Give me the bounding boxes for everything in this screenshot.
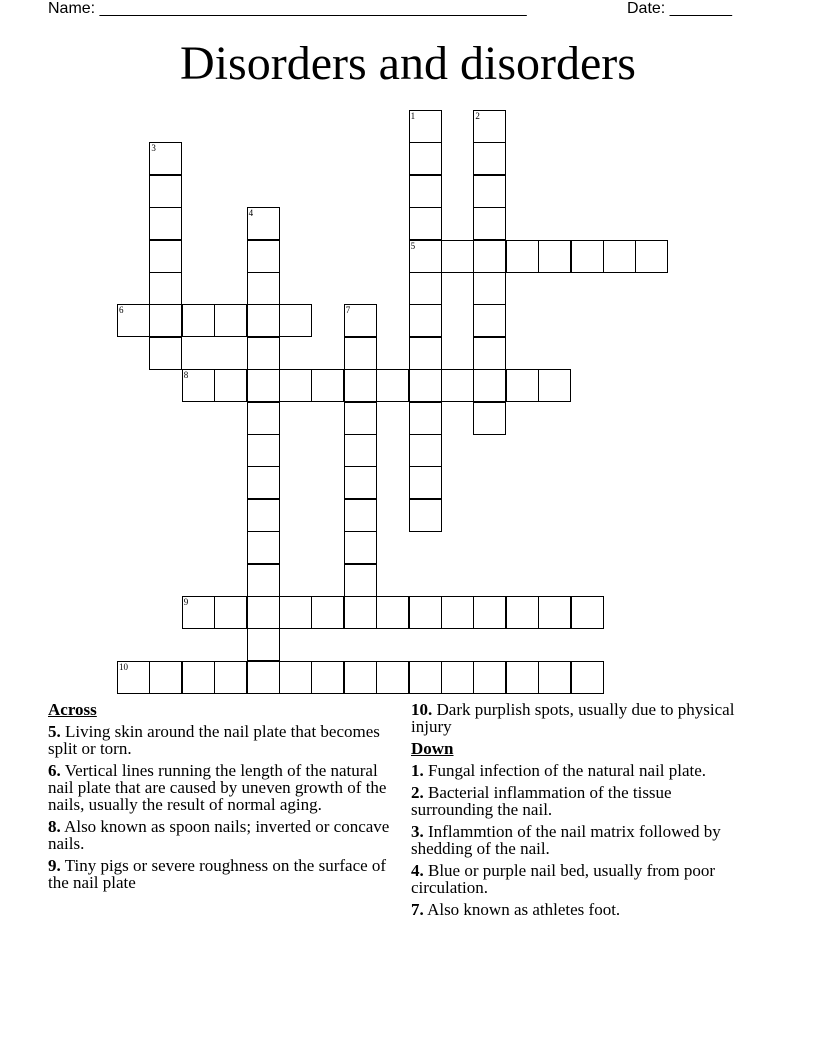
grid-cell[interactable] [376,596,409,629]
grid-cell[interactable] [409,304,442,337]
grid-cell[interactable] [409,402,442,435]
grid-cell[interactable] [117,661,150,694]
grid-cell[interactable] [538,369,571,402]
clue-down-7 [411,901,756,918]
grid-cell[interactable] [473,369,506,402]
across-heading: Across [48,700,97,719]
clue-text: Dark purplish spots, usually due to physical injury [411,700,735,736]
cell-number: 4 [248,208,254,219]
grid-cell[interactable] [344,531,377,564]
clue-number: 7. [411,900,424,919]
grid-cell[interactable] [344,402,377,435]
grid-cell[interactable] [247,564,280,597]
grid-cell[interactable] [441,240,474,273]
grid-cell[interactable] [635,240,668,273]
down-heading: Down [411,739,454,758]
clues-column-right [411,701,756,923]
grid-cell[interactable] [473,272,506,305]
clue-number: 1. [411,761,424,780]
clue-text: Fungal infection of the natural nail plate. [428,761,707,780]
grid-cell[interactable] [538,661,571,694]
clue-number: 6. [48,761,61,780]
grid-cell[interactable] [247,369,280,402]
grid-cell[interactable] [376,369,409,402]
grid-cell[interactable] [409,661,442,694]
clue-down-2 [411,784,756,818]
grid-cell[interactable] [441,369,474,402]
grid-cell[interactable] [247,402,280,435]
grid-cell[interactable] [441,661,474,694]
clue-text: Inflammtion of the nail matrix followed by shedding of the nail. [411,822,721,858]
clue-down-1 [411,762,756,779]
grid-cell[interactable] [409,175,442,208]
grid-cell[interactable] [344,499,377,532]
clue-across-5 [48,723,393,757]
clue-number: 8. [48,817,61,836]
clue-text: Living skin around the nail plate that becomes split or torn. [48,722,380,758]
grid-cell[interactable] [279,304,312,337]
cell-number: 3 [151,143,156,154]
grid-cell[interactable] [409,596,442,629]
clue-number: 4. [411,861,424,880]
grid-cell[interactable] [344,466,377,499]
grid-cell[interactable] [409,142,442,175]
grid-cell[interactable] [473,402,506,435]
grid-cell[interactable] [344,369,377,402]
grid-cell[interactable] [409,110,442,143]
grid-cell[interactable] [247,661,280,694]
grid-cell[interactable] [506,240,539,273]
date-field: Date: _______ [627,0,732,17]
grid-cell[interactable] [473,304,506,337]
grid-cell[interactable] [538,596,571,629]
grid-cell[interactable] [247,434,280,467]
grid-cell[interactable] [311,596,344,629]
grid-cell[interactable] [473,596,506,629]
clue-down-3 [411,823,756,857]
grid-cell[interactable] [376,661,409,694]
grid-cell[interactable] [506,369,539,402]
grid-cell[interactable] [409,272,442,305]
grid-cell[interactable] [149,142,182,175]
clue-across-8 [48,818,393,852]
cell-number: 1 [410,111,416,121]
clue-across-10 [411,701,756,735]
grid-cell[interactable] [538,240,571,273]
grid-cell[interactable] [344,564,377,597]
clue-number: 10. [411,700,433,719]
grid-cell[interactable] [473,240,506,273]
grid-cell[interactable] [409,207,442,240]
clue-number: 9. [48,856,61,875]
grid-cell[interactable] [149,240,182,273]
cell-number: 7 [345,305,351,316]
grid-cell[interactable] [149,337,182,370]
grid-cell[interactable] [117,304,150,337]
grid-cell[interactable] [506,596,539,629]
grid-cell[interactable] [473,142,506,175]
clues-column-left [48,701,393,896]
clue-text: Bacterial inflammation of the tissue surrounding the nail. [411,783,672,819]
grid-cell[interactable] [247,466,280,499]
grid-cell[interactable] [149,304,182,337]
grid-cell[interactable] [247,596,280,629]
grid-cell[interactable] [603,240,636,273]
grid-cell[interactable] [473,337,506,370]
clue-number: 5. [48,722,61,741]
grid-cell[interactable] [409,466,442,499]
grid-cell[interactable] [311,369,344,402]
grid-cell[interactable] [149,272,182,305]
grid-cell[interactable] [247,240,280,273]
clue-text: Vertical lines running the length of the natural nail plate that are caused by uneven growth of the nails, usually the result of normal aging. [48,761,387,814]
grid-cell[interactable] [214,596,247,629]
page-title: Disorders and disorders [180,37,636,90]
grid-cell[interactable] [506,661,539,694]
name-field: Name: ________________________________________________ [48,0,527,17]
grid-cell[interactable] [344,661,377,694]
grid-cell[interactable] [344,337,377,370]
clue-number: 3. [411,822,424,841]
grid-cell[interactable] [473,110,506,143]
grid-cell[interactable] [182,304,215,337]
grid-cell[interactable] [473,661,506,694]
clue-text: Tiny pigs or severe roughness on the surface of the nail plate [48,856,387,892]
grid-cell[interactable] [571,596,604,629]
grid-cell[interactable] [247,628,280,661]
grid-cell[interactable] [279,661,312,694]
grid-cell[interactable] [279,369,312,402]
clue-down-4 [411,862,756,896]
clue-across-6 [48,762,393,813]
grid-cell[interactable] [344,304,377,337]
grid-cell[interactable] [149,175,182,208]
clue-across-9 [48,857,393,891]
grid-cell[interactable] [149,661,182,694]
grid-cell[interactable] [279,596,312,629]
grid-cell[interactable] [149,207,182,240]
grid-cell[interactable] [344,596,377,629]
grid-cell[interactable] [247,272,280,305]
grid-cell[interactable] [409,434,442,467]
grid-cell[interactable] [247,337,280,370]
grid-cell[interactable] [214,369,247,402]
grid-cell[interactable] [571,240,604,273]
cell-number: 8 [183,370,189,381]
clue-number: 2. [411,783,424,802]
cell-number: 6 [119,305,124,316]
clue-text: Blue or purple nail bed, usually from poor circulation. [411,861,716,897]
clue-text: Also known as spoon nails; inverted or concave nails. [48,817,390,853]
grid-cell[interactable] [311,661,344,694]
grid-cell[interactable] [182,369,215,402]
cell-number: 9 [183,597,189,607]
grid-cell[interactable] [247,304,280,337]
grid-cell[interactable] [214,304,247,337]
grid-cell[interactable] [182,661,215,694]
grid-cell[interactable] [409,240,442,273]
grid-cell[interactable] [247,499,280,532]
grid-cell[interactable] [409,369,442,402]
cell-number: 10 [119,661,128,672]
grid-cell[interactable] [473,175,506,208]
grid-cell[interactable] [247,531,280,564]
cell-number: 5 [410,240,416,251]
grid-cell[interactable] [409,337,442,370]
grid-cell[interactable] [409,499,442,532]
clue-text: Also known as athletes foot. [427,900,621,919]
grid-cell[interactable] [182,596,215,629]
grid-cell[interactable] [441,596,474,629]
grid-cell[interactable] [214,661,247,694]
grid-cell[interactable] [344,434,377,467]
cell-number: 2 [475,111,480,121]
grid-cell[interactable] [473,207,506,240]
grid-cell[interactable] [571,661,604,694]
grid-cell[interactable] [247,207,280,240]
